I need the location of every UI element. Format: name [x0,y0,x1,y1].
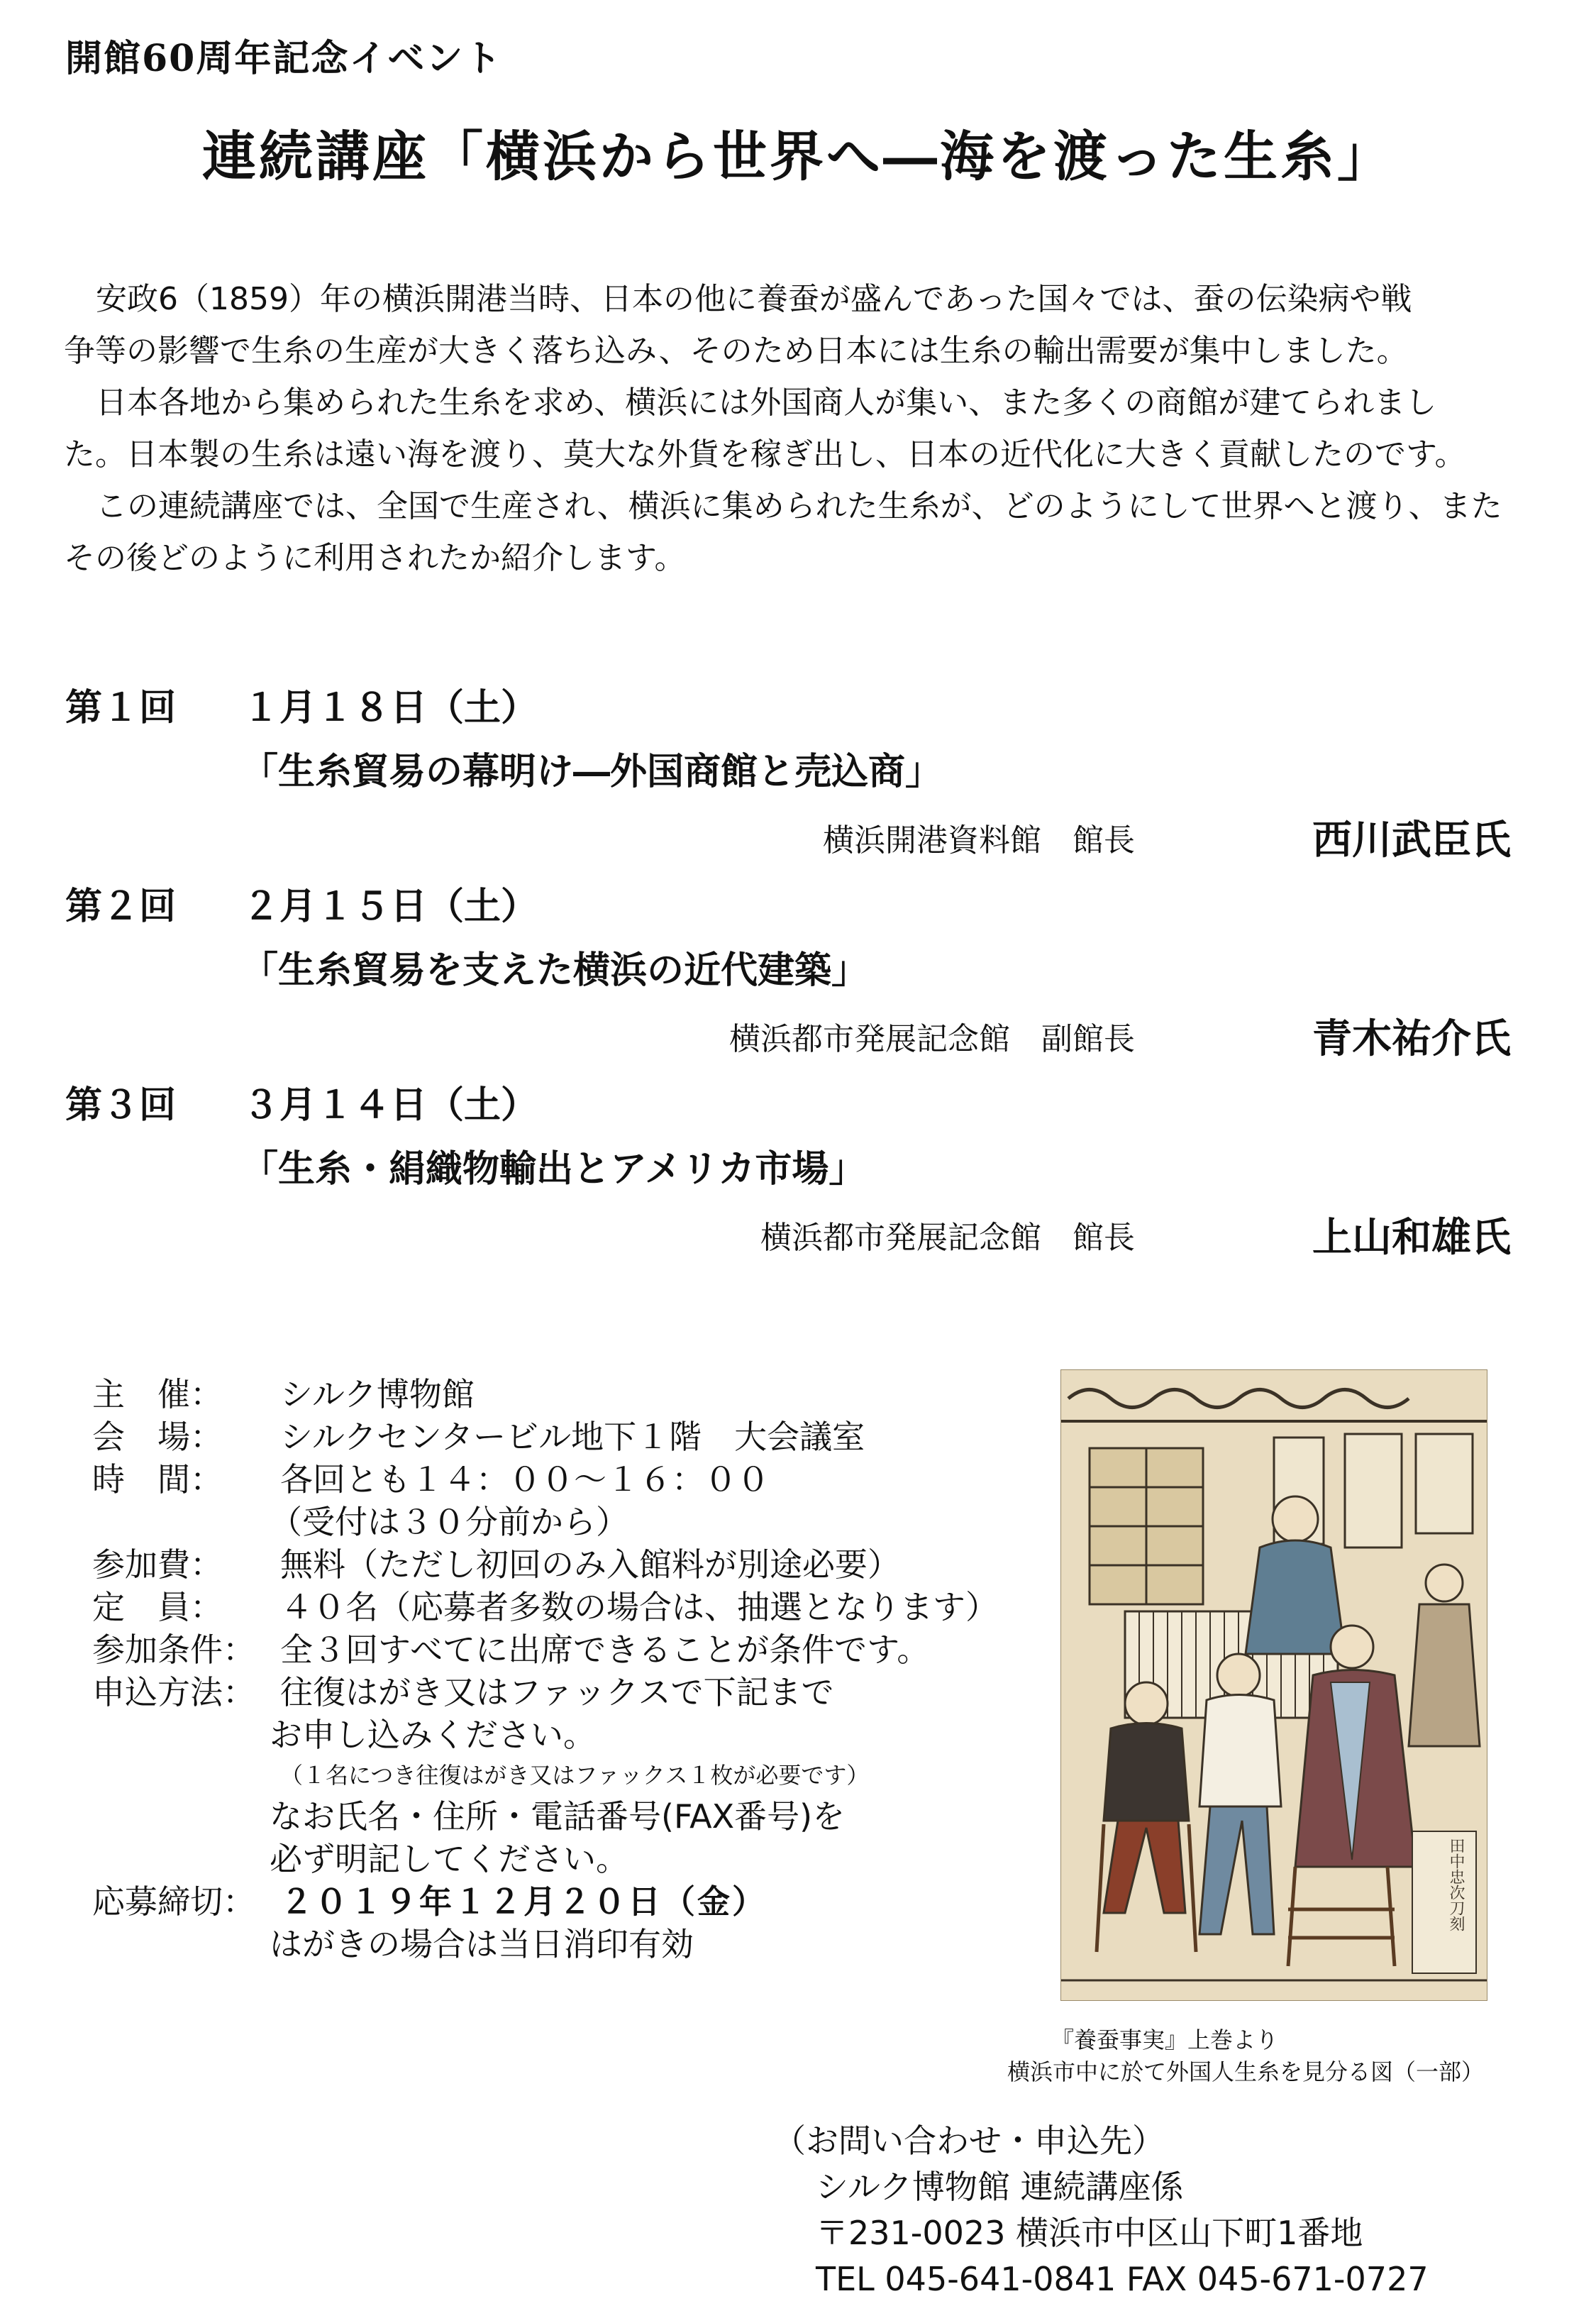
organizer-value: シルク博物館 [280,1375,475,1413]
print-signature: 田中忠次刀刻 [1447,1838,1465,1931]
anniversary-label: 開館60周年記念イベント [65,37,503,80]
session-number: 第２回 [65,885,177,928]
time-note: （受付は３０分前から） [270,1503,628,1541]
time-value: 各回とも１４：００～１６：００ [280,1460,770,1499]
caption-line: 『養蚕事実』上巻より [1051,2026,1279,2053]
session-1-affiliation: 横浜開港資料館 館長 [823,822,1135,859]
fee-value: 無料（ただし初回のみ入館料が別途必要） [280,1545,900,1584]
deadline-note: はがきの場合は当日消印有効 [270,1925,694,1963]
session-2-title: 「生糸貿易を支えた横浜の近代建築」 [241,949,869,992]
session-2-speaker: 青木祐介氏 [1312,1015,1511,1062]
session-date: １月１８日（土） [243,686,538,729]
apply-value: 往復はがき又はファックスで下記まで [280,1673,834,1711]
capacity-label: 定 員： [92,1588,223,1626]
contact-phone-fax: TEL 045-641-0841 FAX 045-671-0727 [816,2260,1429,2298]
image-caption [1007,2024,1484,2088]
condition-value: 全３回すべてに出席できることが条件です。 [280,1631,930,1669]
venue-value: シルクセンタービル地下１階 大会議室 [280,1418,865,1456]
session-2-affiliation: 横浜都市発展記念館 副館長 [729,1021,1135,1057]
event-info [92,1373,998,1965]
session-date: ２月１５日（土） [243,885,538,928]
session-number: 第１回 [65,686,177,729]
intro-line: その後どのように利用されたか紹介します。 [64,540,686,576]
session-3-title: 「生糸・絹織物輸出とアメリカ市場」 [241,1147,866,1191]
session-number: 第３回 [65,1083,177,1127]
contact-address: 〒231-0023 横浜市中区山下町1番地 [816,2214,1363,2252]
capacity-value: ４０名（応募者多数の場合は、抽選となります） [280,1588,998,1626]
intro-line: 安政6（1859）年の横浜開港当時、日本の他に養蚕が盛んであった国々では、蚕の伝染病や戦 [96,281,1412,317]
session-3-speaker: 上山和雄氏 [1312,1214,1511,1261]
session-3-header [65,1075,538,1128]
condition-label: 参加条件： [92,1631,255,1669]
session-1-header [65,678,538,731]
organizer-label: 主 催： [92,1375,223,1413]
apply-line: 必ず明記してください。 [270,1840,628,1878]
intro-paragraph [64,273,1539,584]
deadline-label: 応募締切： [92,1882,255,1921]
apply-line: お申し込みください。 [270,1716,596,1754]
contact-block [773,2118,1429,2302]
intro-line: た。日本製の生糸は遠い海を渡り、莫大な外貨を稼ぎ出し、日本の近代化に大きく貢献したのです。 [64,436,1466,473]
venue-label: 会 場： [92,1418,223,1456]
deadline-value: ２０１９年１２月２０日（金） [280,1882,767,1921]
session-3-affiliation: 横浜都市発展記念館 館長 [760,1220,1135,1256]
caption-line: 横浜市中に於て外国人生糸を見分る図（一部） [1007,2058,1485,2085]
fee-label: 参加費： [92,1545,223,1584]
intro-line: 争等の影響で生糸の生産が大きく落ち込み、そのため日本には生糸の輸出需要が集中しました。 [64,333,1408,369]
session-1-title: 「生糸貿易の幕明け―外国商館と売込商」 [241,750,943,793]
apply-line: なお氏名・住所・電話番号(FAX番号)を [270,1797,846,1836]
apply-label: 申込方法： [92,1673,255,1711]
session-date: ３月１４日（土） [243,1083,538,1127]
session-1-speaker: 西川武臣氏 [1312,817,1511,864]
contact-org: シルク博物館 連続講座係 [816,2168,1184,2206]
apply-note: （１名につき往復はがき又はファックス１枚が必要です） [280,1762,870,1789]
time-label: 時 間： [92,1460,223,1499]
intro-line: 日本各地から集められた生糸を求め、横浜には外国商人が集い、また多くの商館が建てられまし [96,385,1437,421]
intro-line: この連続講座では、全国で生産され、横浜に集められた生糸が、どのようにして世界へと渡り、また [96,488,1502,524]
page-title: 連続講座「横浜から世界へ―海を渡った生糸」 [202,125,1394,188]
contact-heading: （お問い合わせ・申込先） [773,2122,1165,2160]
session-2-header [65,876,538,929]
